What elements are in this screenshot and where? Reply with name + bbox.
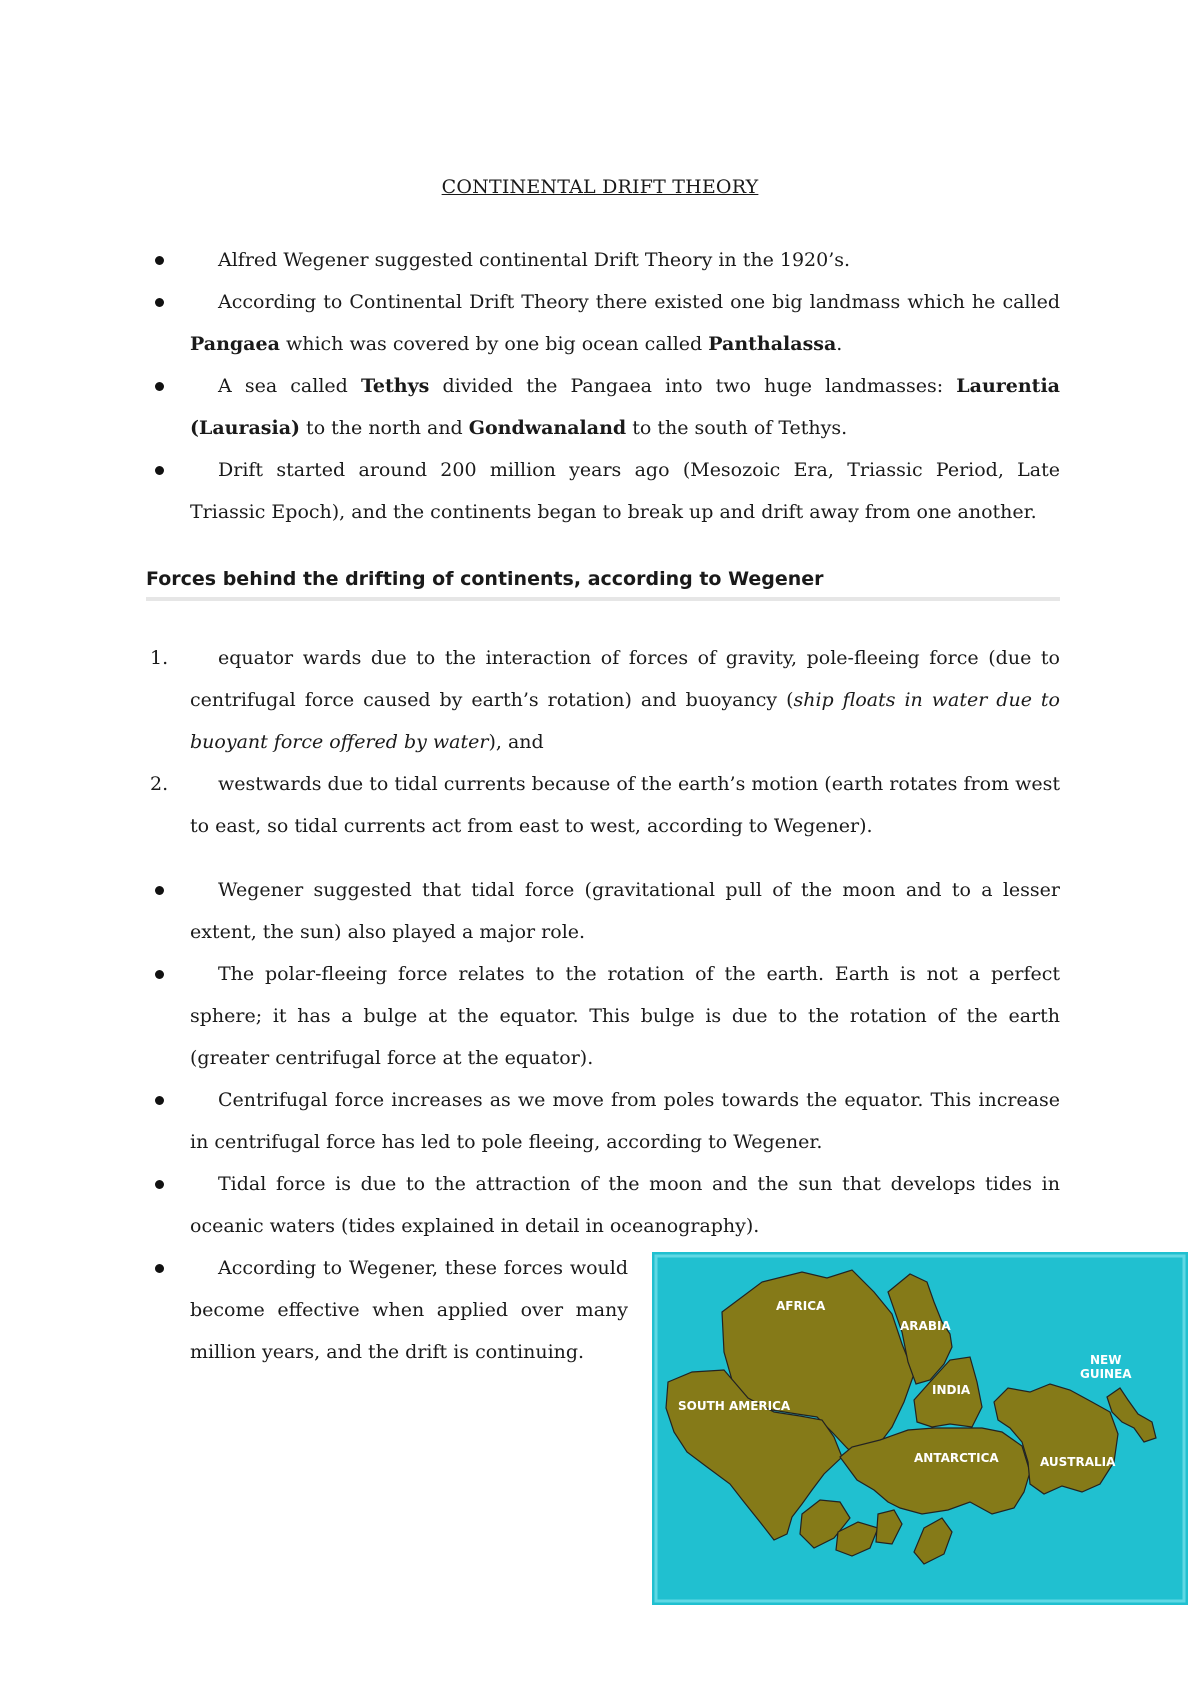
text-run: Centrifugal force increases as we move from poles towards the equator. This increase in centrifugal force has led to pole fleeing, according to Wegener. [190, 1089, 1060, 1153]
force-bullet-2 [190, 953, 1060, 1079]
bullet-marker [155, 1180, 164, 1189]
bullet-marker [155, 298, 164, 307]
force-bullet-1 [190, 869, 1060, 953]
text-run: Wegener suggested that tidal force (gravitational pull of the moon and to a lesser extent, the sun) also played a major role. [190, 879, 1060, 943]
label-africa: AFRICA [776, 1299, 826, 1313]
text-run: Drift started around 200 million years ago (Mesozoic Era, Triassic Period, Late Triassic Epoch), and the continents began to break up and drift away from one another. [190, 459, 1060, 523]
bullet-marker [155, 382, 164, 391]
numbered-item-2 [190, 763, 1060, 847]
text-run: to the south of Tethys. [626, 417, 848, 439]
document-title: CONTINENTAL DRIFT THEORY [441, 176, 759, 198]
numbered-item-1 [190, 637, 1060, 763]
bullet-marker [155, 886, 164, 895]
force-bullet-3 [190, 1079, 1060, 1163]
label-new-guinea-line2: GUINEA [1080, 1367, 1132, 1381]
bullet-marker [155, 256, 164, 265]
gondwana-map [652, 1252, 1188, 1605]
text-run: Alfred Wegener suggested continental Drift Theory in the 1920’s. [218, 249, 851, 271]
text-run: which was covered by one big ocean called [279, 333, 709, 355]
bold-term: Laurentia (Laurasia) [190, 375, 1060, 439]
text-run: equator wards due to the interaction of forces of gravity, pole-fleeing force (due to centrifugal force caused by earth’s rotation) and buoyancy ( [190, 647, 1060, 711]
text-run: . [836, 333, 843, 355]
label-antarctica: ANTARCTICA [914, 1451, 999, 1465]
text-run: to the north and [300, 417, 469, 439]
intro-bullet-2 [190, 281, 1060, 365]
intro-bullet-4 [190, 449, 1060, 533]
forces-heading: Forces behind the drifting of continents, according to Wegener [146, 565, 1060, 601]
bullet-marker [155, 970, 164, 979]
bullet-marker [155, 1096, 164, 1105]
force-bullet-4 [190, 1163, 1060, 1247]
list-number: 2. [150, 773, 169, 795]
text-run: divided the Pangaea into two huge landmasses: [429, 375, 957, 397]
bullet-marker [155, 466, 164, 475]
force-bullet-5 [190, 1247, 628, 1373]
label-australia: AUSTRALIA [1040, 1455, 1116, 1469]
intro-bullet-3 [190, 365, 1060, 449]
label-india: INDIA [932, 1383, 971, 1397]
intro-bullet-1 [190, 239, 1060, 281]
label-arabia: ARABIA [900, 1319, 951, 1333]
text-run: westwards due to tidal currents because of the earth’s motion (earth rotates from west to east, so tidal currents act from east to west, according to Wegener). [190, 773, 1060, 837]
bold-term: Panthalassa [708, 333, 837, 355]
bold-term: Tethys [360, 375, 430, 397]
text-run: The polar-fleeing force relates to the rotation of the earth. Earth is not a perfect sphere; it has a bulge at the equator. This bulge is due to the rotation of the earth (greater centrifugal force at the equator). [190, 963, 1060, 1069]
text-run: According to Wegener, these forces would become effective when applied over many million years, and the drift is continuing. [190, 1257, 628, 1363]
label-new-guinea-line1: NEW [1090, 1353, 1122, 1367]
text-run: ), and [488, 731, 544, 753]
text-run: According to Continental Drift Theory there existed one big landmass which he called [218, 291, 1060, 313]
gondwana-map-svg [652, 1252, 1188, 1605]
italic-phrase: ship floats in water due to buoyant force offered by water [190, 689, 1060, 753]
list-number: 1. [150, 647, 169, 669]
label-south-america: SOUTH AMERICA [678, 1399, 791, 1413]
bullet-marker [155, 1264, 164, 1273]
bold-term: Pangaea [190, 333, 280, 355]
text-run: A sea called [218, 375, 361, 397]
bold-term: Gondwanaland [468, 417, 627, 439]
text-run: Tidal force is due to the attraction of the moon and the sun that develops tides in oceanic waters (tides explained in detail in oceanography). [190, 1173, 1060, 1237]
